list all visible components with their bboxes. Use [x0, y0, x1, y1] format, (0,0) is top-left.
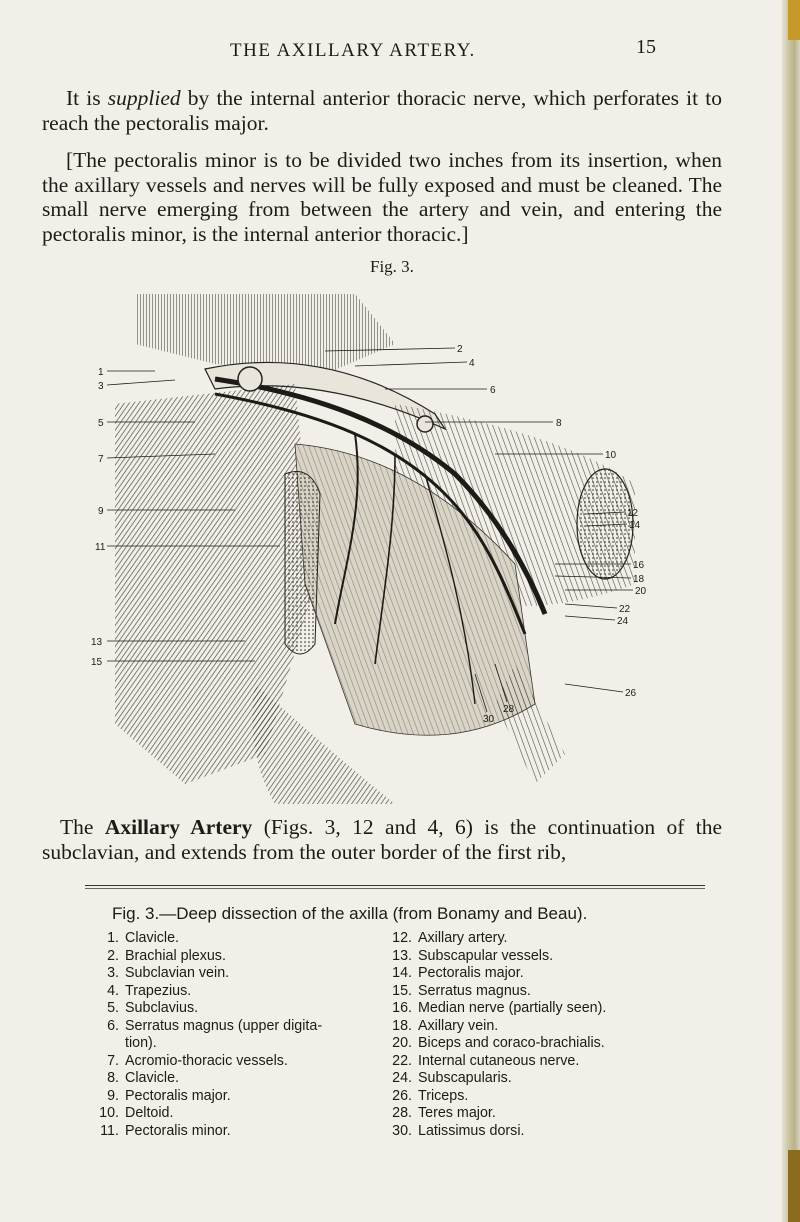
para1-pre: It is — [66, 86, 108, 110]
legend-item: 11. Pectoralis minor. — [100, 1122, 231, 1139]
running-head: THE AXILLARY ARTERY. — [230, 40, 476, 61]
legend-item: 24. Subscapularis. — [392, 1070, 512, 1086]
para3-post: (Figs. 3, 12 and 4, 6) is the continuation of the subclavian, and extends from the outer border of the first rib, — [42, 815, 722, 864]
paragraph-axillary-artery — [42, 815, 722, 864]
fig-label: 4 — [469, 358, 475, 369]
vessel-section — [238, 367, 262, 391]
fig-label: 2 — [457, 344, 463, 355]
legend-item: 5. Subclavius. — [107, 1000, 199, 1016]
fig-label: 5 — [98, 418, 104, 429]
fig-label: 20 — [635, 586, 647, 597]
fig-label: 26 — [625, 688, 637, 699]
legend-item: 20. Biceps and coraco-brachialis. — [392, 1035, 605, 1051]
legend-item: 3. Subclavian vein. — [107, 965, 230, 981]
legend-item: 4. Trapezius. — [107, 982, 192, 999]
legend-item: 13. Subscapular vessels. — [392, 947, 554, 964]
fig-label: 1 — [98, 367, 104, 378]
fig-label: 3 — [98, 381, 104, 392]
fig-label: 24 — [617, 616, 629, 627]
para3-bold: Axillary Artery — [104, 815, 253, 839]
fig-label: 11 — [95, 542, 106, 553]
fig-label: 28 — [503, 704, 515, 715]
legend-item: 8. Clavicle. — [107, 1070, 180, 1086]
legend-item: 9. Pectoralis major. — [107, 1087, 231, 1104]
fig-label: 8 — [556, 418, 562, 429]
fig-label: 9 — [98, 506, 104, 517]
fig-label: 30 — [483, 714, 495, 725]
fig-label: 6 — [490, 385, 496, 396]
axilla-dissection-illustration — [91, 284, 655, 804]
paragraph-dissection-note: [The pectoralis minor is to be divided two inches from its insertion, when the axillary vessels and nerves will be fully exposed and must be cleaned. The small nerve emerging from between the artery and vein, and entering the pectoralis minor, is the internal anterior thoracic.] — [42, 148, 722, 246]
legend-item: 2. Brachial plexus. — [107, 947, 226, 964]
para1-italic: supplied — [107, 86, 181, 110]
legend-item: 30. Latissimus dorsi. — [392, 1122, 525, 1139]
scan-edge — [782, 0, 800, 1222]
para3-pre: The — [60, 815, 105, 839]
vessel-section-2 — [417, 416, 433, 432]
fig-label: 10 — [605, 450, 617, 461]
fig-label: 15 — [91, 657, 103, 668]
divider — [85, 888, 705, 889]
legend-item: tion). — [125, 1035, 157, 1051]
page-number: 15 — [636, 36, 656, 58]
legend-item: 10. Deltoid. — [99, 1105, 174, 1121]
legend-item: 15. Serratus magnus. — [392, 982, 531, 999]
paragraph-supplied — [42, 86, 722, 135]
fig-label: 7 — [98, 454, 104, 465]
scan-edge-band — [788, 1150, 800, 1222]
divider — [85, 885, 705, 886]
fig-label: 12 — [627, 508, 639, 519]
fig-label: 18 — [633, 574, 645, 585]
figure-caption: Fig. 3.—Deep dissection of the axilla (from Bonamy and Beau). — [112, 904, 588, 923]
fig-label: 13 — [91, 637, 103, 648]
fig-label: 16 — [633, 560, 645, 571]
legend-item: 7. Acromio-thoracic vessels. — [107, 1052, 288, 1069]
pectoralis-minor-shape — [285, 472, 320, 655]
legend-item: 1. Clavicle. — [107, 930, 180, 946]
fig-label: 22 — [619, 604, 631, 615]
legend-item: 18. Axillary vein. — [392, 1017, 499, 1034]
scan-edge-band — [788, 0, 800, 40]
legend-item: 6. Serratus magnus (upper digita- — [107, 1017, 323, 1034]
para1-post: by the internal anterior thoracic nerve, which perforates it to reach the pectoralis major. — [42, 86, 722, 135]
legend-item: 16. Median nerve (partially seen). — [392, 1000, 607, 1016]
legend-item: 28. Teres major. — [392, 1105, 496, 1121]
legend-item: 14. Pectoralis major. — [392, 965, 524, 981]
figure-title: Fig. 3. — [370, 257, 414, 276]
legend-right — [388, 930, 708, 1140]
legend-item: 26. Triceps. — [392, 1087, 469, 1104]
legend-left — [95, 930, 385, 1140]
legend-item: 22. Internal cutaneous nerve. — [392, 1052, 580, 1069]
fig-label: 14 — [629, 520, 641, 531]
legend-item: 12. Axillary artery. — [392, 930, 508, 946]
